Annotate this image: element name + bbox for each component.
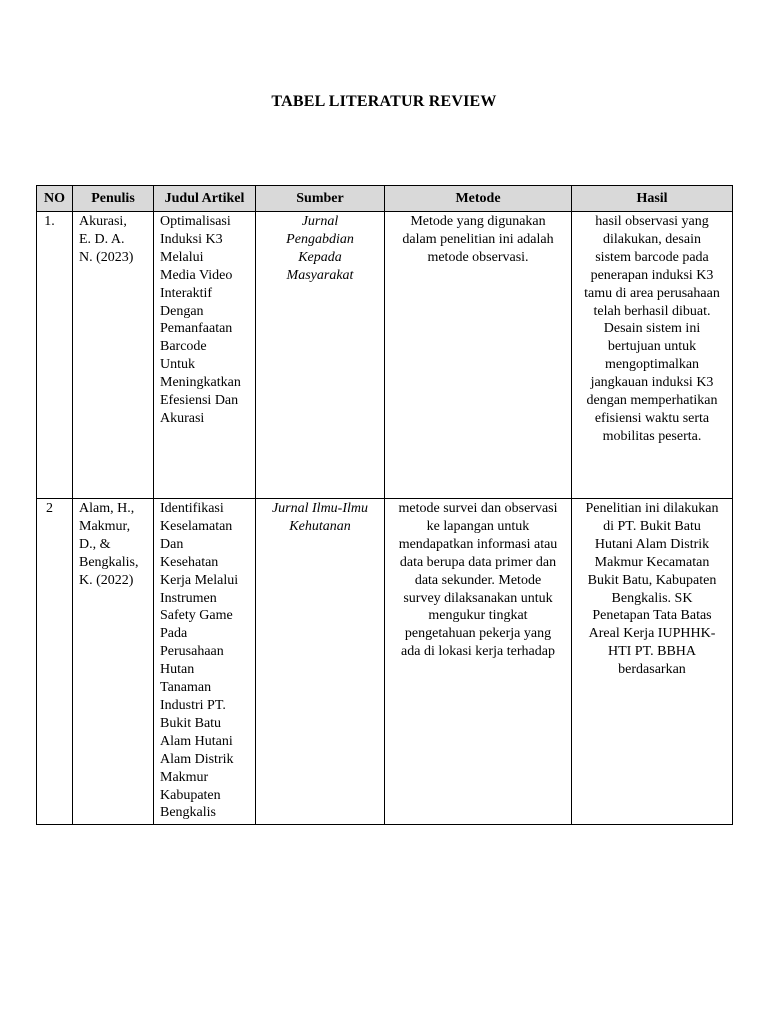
cell-no (37, 212, 73, 499)
table-header-row (37, 186, 733, 212)
header-sumber: Sumber (256, 186, 385, 212)
cell-judul (154, 212, 256, 499)
cell-hasil (572, 212, 733, 499)
cell-sumber (256, 212, 385, 499)
cell-no-text: 2 (46, 501, 53, 516)
cell-penulis-text: Akurasi, E. D. A. N. (2023) (79, 214, 134, 265)
cell-penulis (73, 499, 154, 825)
cell-sumber-text: Jurnal Ilmu-Ilmu Kehutanan (271, 501, 369, 534)
header-metode: Metode (385, 186, 572, 212)
cell-penulis (73, 212, 154, 499)
cell-metode-text: metode survei dan observasi ke lapangan untuk mendapatkan informasi atau data berupa data primer dan data sekunder. Metode survey dilaksanakan untuk mengukur tingkat pengetahuan pekerja yang ada di lokasi kerja terhadap (398, 501, 558, 660)
header-penulis: Penulis (73, 186, 154, 212)
cell-no-text: 1. (44, 214, 55, 229)
cell-metode (385, 212, 572, 499)
header-no: NO (37, 186, 73, 212)
cell-metode-text: Metode yang digunakan dalam penelitian ini adalah metode observasi. (402, 214, 554, 265)
literature-review-table (36, 185, 733, 825)
cell-judul-text: Optimalisasi Induksi K3 Melalui Media Video Interaktif Dengan Pemanfaatan Barcode Untuk Meningkatkan Efesiensi Dan Akurasi (160, 214, 241, 426)
cell-metode (385, 499, 572, 825)
cell-hasil (572, 499, 733, 825)
cell-no (37, 499, 73, 825)
header-hasil: Hasil (572, 186, 733, 212)
cell-hasil-text: Penelitian ini dilakukan di PT. Bukit Batu Hutani Alam Distrik Makmur Kecamatan Bukit Batu, Kabupaten Bengkalis. SK Penetapan Tata Batas Areal Kerja IUPHHK- HTI PT. BBHA berdasarkan (585, 501, 719, 678)
cell-sumber (256, 499, 385, 825)
table-row (37, 212, 733, 499)
cell-judul (154, 499, 256, 825)
header-judul-artikel: Judul Artikel (154, 186, 256, 212)
cell-sumber-text: Jurnal Pengabdian Kepada Masyarakat (286, 214, 354, 283)
cell-hasil-text: hasil observasi yang dilakukan, desain sistem barcode pada penerapan induksi K3 tamu di area perusahaan telah berhasil dibuat. Desain sistem ini bertujuan untuk mengoptimalkan jangkauan induksi K3 dengan memperhatikan efisiensi waktu serta mobilitas peserta. (584, 214, 720, 444)
page-title: TABEL LITERATUR REVIEW (271, 93, 497, 110)
cell-judul-text: Identifikasi Keselamatan Dan Kesehatan Kerja Melalui Instrumen Safety Game Pada Perusahaan Hutan Tanaman Industri PT. Bukit Batu Alam Hutani Alam Distrik Makmur Kabupaten Bengkalis (160, 501, 239, 821)
cell-penulis-text: Alam, H., Makmur, D., & Bengkalis, K. (2022) (79, 501, 139, 588)
table-row (37, 499, 733, 825)
